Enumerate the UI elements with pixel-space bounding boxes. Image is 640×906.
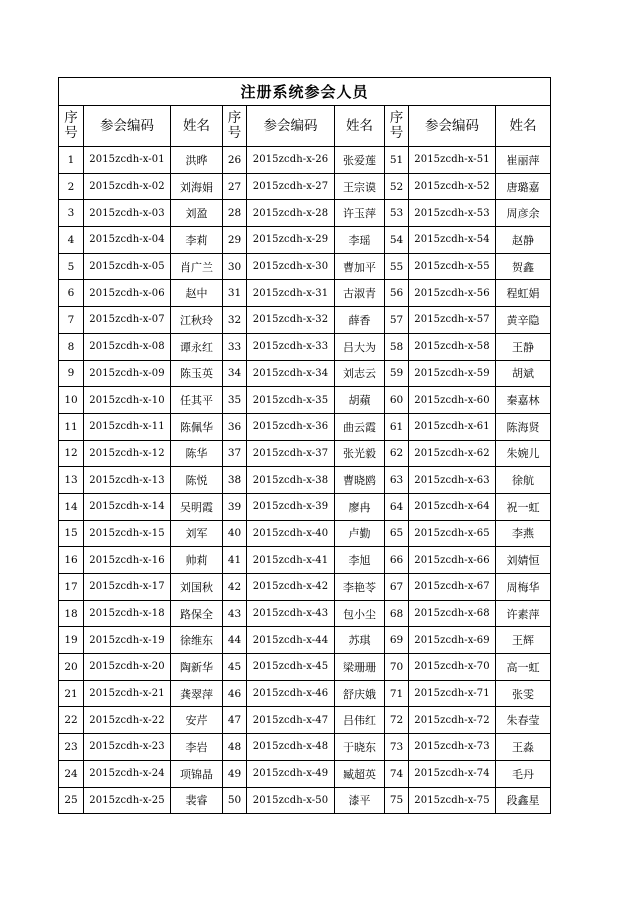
name-cell: 程虹娟 bbox=[496, 280, 551, 307]
name-cell: 刘国秋 bbox=[171, 574, 223, 601]
table-row bbox=[59, 200, 551, 227]
seq-cell: 54 bbox=[385, 227, 409, 254]
seq-cell: 38 bbox=[223, 467, 247, 494]
name-cell: 陈玉英 bbox=[171, 360, 223, 387]
table-row bbox=[59, 654, 551, 681]
code-cell: 2015zcdh-x-73 bbox=[409, 734, 496, 761]
name-cell: 许玉萍 bbox=[335, 200, 385, 227]
name-cell: 张光毅 bbox=[335, 440, 385, 467]
name-cell: 李瑶 bbox=[335, 227, 385, 254]
name-cell: 张雯 bbox=[496, 680, 551, 707]
name-cell: 龚翠萍 bbox=[171, 680, 223, 707]
seq-cell: 71 bbox=[385, 680, 409, 707]
name-header: 姓名 bbox=[171, 106, 223, 147]
name-cell: 于晓东 bbox=[335, 734, 385, 761]
code-cell: 2015zcdh-x-70 bbox=[409, 654, 496, 681]
name-cell: 梁珊珊 bbox=[335, 654, 385, 681]
seq-cell: 60 bbox=[385, 387, 409, 414]
seq-cell: 42 bbox=[223, 574, 247, 601]
name-cell: 陈海贤 bbox=[496, 413, 551, 440]
name-cell: 曲云霞 bbox=[335, 413, 385, 440]
name-cell: 祝一虹 bbox=[496, 493, 551, 520]
code-cell: 2015zcdh-x-11 bbox=[84, 413, 171, 440]
name-cell: 李燕 bbox=[496, 520, 551, 547]
name-cell: 舒庆娥 bbox=[335, 680, 385, 707]
seq-cell: 62 bbox=[385, 440, 409, 467]
code-cell: 2015zcdh-x-04 bbox=[84, 227, 171, 254]
table-row bbox=[59, 520, 551, 547]
code-cell: 2015zcdh-x-24 bbox=[84, 760, 171, 787]
code-cell: 2015zcdh-x-68 bbox=[409, 600, 496, 627]
name-cell: 王宗谟 bbox=[335, 173, 385, 200]
table-row bbox=[59, 387, 551, 414]
table-row bbox=[59, 493, 551, 520]
seq-cell: 7 bbox=[59, 307, 84, 334]
code-cell: 2015zcdh-x-48 bbox=[247, 734, 335, 761]
code-cell: 2015zcdh-x-32 bbox=[247, 307, 335, 334]
name-cell: 曹加平 bbox=[335, 253, 385, 280]
seq-cell: 29 bbox=[223, 227, 247, 254]
code-cell: 2015zcdh-x-30 bbox=[247, 253, 335, 280]
name-cell: 黄辛隐 bbox=[496, 307, 551, 334]
seq-cell: 19 bbox=[59, 627, 84, 654]
seq-cell: 45 bbox=[223, 654, 247, 681]
code-cell: 2015zcdh-x-40 bbox=[247, 520, 335, 547]
seq-cell: 32 bbox=[223, 307, 247, 334]
seq-cell: 39 bbox=[223, 493, 247, 520]
name-cell: 裴睿 bbox=[171, 787, 223, 814]
seq-cell: 50 bbox=[223, 787, 247, 814]
code-header: 参会编码 bbox=[409, 106, 496, 147]
code-cell: 2015zcdh-x-55 bbox=[409, 253, 496, 280]
seq-cell: 44 bbox=[223, 627, 247, 654]
seq-cell: 31 bbox=[223, 280, 247, 307]
name-cell: 江秋玲 bbox=[171, 307, 223, 334]
seq-cell: 61 bbox=[385, 413, 409, 440]
seq-cell: 11 bbox=[59, 413, 84, 440]
seq-cell: 59 bbox=[385, 360, 409, 387]
name-cell: 王辉 bbox=[496, 627, 551, 654]
name-cell: 赵静 bbox=[496, 227, 551, 254]
seq-cell: 65 bbox=[385, 520, 409, 547]
name-cell: 崔丽萍 bbox=[496, 147, 551, 174]
seq-cell: 48 bbox=[223, 734, 247, 761]
seq-cell: 8 bbox=[59, 333, 84, 360]
name-cell: 路保全 bbox=[171, 600, 223, 627]
name-cell: 周彦余 bbox=[496, 200, 551, 227]
code-cell: 2015zcdh-x-74 bbox=[409, 760, 496, 787]
code-cell: 2015zcdh-x-62 bbox=[409, 440, 496, 467]
seq-cell: 66 bbox=[385, 547, 409, 574]
code-cell: 2015zcdh-x-05 bbox=[84, 253, 171, 280]
name-cell: 陈佩华 bbox=[171, 413, 223, 440]
seq-cell: 1 bbox=[59, 147, 84, 174]
seq-cell: 43 bbox=[223, 600, 247, 627]
name-cell: 吴明霞 bbox=[171, 493, 223, 520]
seq-cell: 73 bbox=[385, 734, 409, 761]
seq-cell: 23 bbox=[59, 734, 84, 761]
header-row bbox=[59, 106, 551, 147]
name-cell: 陶新华 bbox=[171, 654, 223, 681]
table-row bbox=[59, 760, 551, 787]
seq-cell: 13 bbox=[59, 467, 84, 494]
seq-cell: 47 bbox=[223, 707, 247, 734]
code-cell: 2015zcdh-x-42 bbox=[247, 574, 335, 601]
seq-cell: 14 bbox=[59, 493, 84, 520]
seq-cell: 49 bbox=[223, 760, 247, 787]
seq-cell: 20 bbox=[59, 654, 84, 681]
name-cell: 洪晔 bbox=[171, 147, 223, 174]
seq-cell: 9 bbox=[59, 360, 84, 387]
name-cell: 吕伟红 bbox=[335, 707, 385, 734]
table-row bbox=[59, 707, 551, 734]
name-header: 姓名 bbox=[335, 106, 385, 147]
name-cell: 刘婧恒 bbox=[496, 547, 551, 574]
seq-cell: 15 bbox=[59, 520, 84, 547]
table-row bbox=[59, 147, 551, 174]
seq-cell: 46 bbox=[223, 680, 247, 707]
seq-cell: 40 bbox=[223, 520, 247, 547]
code-cell: 2015zcdh-x-46 bbox=[247, 680, 335, 707]
seq-cell: 4 bbox=[59, 227, 84, 254]
code-header: 参会编码 bbox=[247, 106, 335, 147]
table-row bbox=[59, 333, 551, 360]
name-cell: 段鑫星 bbox=[496, 787, 551, 814]
name-cell: 廖冉 bbox=[335, 493, 385, 520]
attendee-sheet bbox=[58, 77, 550, 814]
table-row bbox=[59, 173, 551, 200]
name-cell: 卢勤 bbox=[335, 520, 385, 547]
seq-cell: 12 bbox=[59, 440, 84, 467]
code-cell: 2015zcdh-x-53 bbox=[409, 200, 496, 227]
name-cell: 毛丹 bbox=[496, 760, 551, 787]
code-cell: 2015zcdh-x-34 bbox=[247, 360, 335, 387]
table-row bbox=[59, 600, 551, 627]
code-cell: 2015zcdh-x-63 bbox=[409, 467, 496, 494]
code-cell: 2015zcdh-x-57 bbox=[409, 307, 496, 334]
table-row bbox=[59, 307, 551, 334]
code-cell: 2015zcdh-x-64 bbox=[409, 493, 496, 520]
code-cell: 2015zcdh-x-52 bbox=[409, 173, 496, 200]
seq-cell: 74 bbox=[385, 760, 409, 787]
code-cell: 2015zcdh-x-72 bbox=[409, 707, 496, 734]
name-cell: 苏琪 bbox=[335, 627, 385, 654]
name-cell: 古淑青 bbox=[335, 280, 385, 307]
code-cell: 2015zcdh-x-17 bbox=[84, 574, 171, 601]
seq-cell: 64 bbox=[385, 493, 409, 520]
name-cell: 李艳苓 bbox=[335, 574, 385, 601]
code-cell: 2015zcdh-x-02 bbox=[84, 173, 171, 200]
seq-cell: 67 bbox=[385, 574, 409, 601]
seq-cell: 18 bbox=[59, 600, 84, 627]
name-cell: 漆平 bbox=[335, 787, 385, 814]
name-cell: 刘军 bbox=[171, 520, 223, 547]
name-cell: 朱春莹 bbox=[496, 707, 551, 734]
name-cell: 谭永红 bbox=[171, 333, 223, 360]
code-cell: 2015zcdh-x-41 bbox=[247, 547, 335, 574]
code-cell: 2015zcdh-x-13 bbox=[84, 467, 171, 494]
table-row bbox=[59, 280, 551, 307]
seq-cell: 69 bbox=[385, 627, 409, 654]
seq-cell: 53 bbox=[385, 200, 409, 227]
name-cell: 胡蘋 bbox=[335, 387, 385, 414]
code-cell: 2015zcdh-x-07 bbox=[84, 307, 171, 334]
code-cell: 2015zcdh-x-47 bbox=[247, 707, 335, 734]
code-cell: 2015zcdh-x-15 bbox=[84, 520, 171, 547]
code-cell: 2015zcdh-x-38 bbox=[247, 467, 335, 494]
code-cell: 2015zcdh-x-67 bbox=[409, 574, 496, 601]
seq-cell: 34 bbox=[223, 360, 247, 387]
name-cell: 赵中 bbox=[171, 280, 223, 307]
table-row bbox=[59, 227, 551, 254]
code-cell: 2015zcdh-x-44 bbox=[247, 627, 335, 654]
code-cell: 2015zcdh-x-45 bbox=[247, 654, 335, 681]
code-cell: 2015zcdh-x-56 bbox=[409, 280, 496, 307]
seq-header: 序号 bbox=[385, 106, 409, 147]
seq-cell: 41 bbox=[223, 547, 247, 574]
name-cell: 张爱莲 bbox=[335, 147, 385, 174]
code-cell: 2015zcdh-x-65 bbox=[409, 520, 496, 547]
code-cell: 2015zcdh-x-33 bbox=[247, 333, 335, 360]
name-cell: 徐航 bbox=[496, 467, 551, 494]
table-row bbox=[59, 627, 551, 654]
code-cell: 2015zcdh-x-23 bbox=[84, 734, 171, 761]
code-cell: 2015zcdh-x-21 bbox=[84, 680, 171, 707]
code-cell: 2015zcdh-x-22 bbox=[84, 707, 171, 734]
code-cell: 2015zcdh-x-66 bbox=[409, 547, 496, 574]
name-cell: 李岩 bbox=[171, 734, 223, 761]
table-row bbox=[59, 467, 551, 494]
table-row bbox=[59, 360, 551, 387]
name-cell: 薛香 bbox=[335, 307, 385, 334]
seq-cell: 3 bbox=[59, 200, 84, 227]
table-row bbox=[59, 253, 551, 280]
name-cell: 王淼 bbox=[496, 734, 551, 761]
code-cell: 2015zcdh-x-16 bbox=[84, 547, 171, 574]
name-cell: 高一虹 bbox=[496, 654, 551, 681]
name-cell: 朱婉儿 bbox=[496, 440, 551, 467]
code-cell: 2015zcdh-x-06 bbox=[84, 280, 171, 307]
seq-cell: 63 bbox=[385, 467, 409, 494]
name-cell: 唐璐嘉 bbox=[496, 173, 551, 200]
name-cell: 陈华 bbox=[171, 440, 223, 467]
name-cell: 许素萍 bbox=[496, 600, 551, 627]
seq-cell: 51 bbox=[385, 147, 409, 174]
code-cell: 2015zcdh-x-09 bbox=[84, 360, 171, 387]
code-cell: 2015zcdh-x-20 bbox=[84, 654, 171, 681]
name-cell: 周梅华 bbox=[496, 574, 551, 601]
seq-cell: 21 bbox=[59, 680, 84, 707]
attendee-table bbox=[58, 77, 551, 814]
code-cell: 2015zcdh-x-03 bbox=[84, 200, 171, 227]
name-cell: 刘海娟 bbox=[171, 173, 223, 200]
seq-cell: 56 bbox=[385, 280, 409, 307]
name-cell: 秦嘉林 bbox=[496, 387, 551, 414]
name-cell: 项锦晶 bbox=[171, 760, 223, 787]
seq-cell: 70 bbox=[385, 654, 409, 681]
name-cell: 李旭 bbox=[335, 547, 385, 574]
table-row bbox=[59, 787, 551, 814]
name-cell: 陈悦 bbox=[171, 467, 223, 494]
table-row bbox=[59, 413, 551, 440]
code-cell: 2015zcdh-x-27 bbox=[247, 173, 335, 200]
seq-cell: 58 bbox=[385, 333, 409, 360]
code-cell: 2015zcdh-x-50 bbox=[247, 787, 335, 814]
name-cell: 曹晓鸥 bbox=[335, 467, 385, 494]
name-cell: 李莉 bbox=[171, 227, 223, 254]
seq-cell: 57 bbox=[385, 307, 409, 334]
seq-cell: 24 bbox=[59, 760, 84, 787]
seq-cell: 26 bbox=[223, 147, 247, 174]
seq-cell: 33 bbox=[223, 333, 247, 360]
code-cell: 2015zcdh-x-39 bbox=[247, 493, 335, 520]
seq-cell: 2 bbox=[59, 173, 84, 200]
name-cell: 刘志云 bbox=[335, 360, 385, 387]
name-cell: 贺鑫 bbox=[496, 253, 551, 280]
table-row bbox=[59, 440, 551, 467]
code-cell: 2015zcdh-x-01 bbox=[84, 147, 171, 174]
table-row bbox=[59, 574, 551, 601]
name-cell: 安芹 bbox=[171, 707, 223, 734]
seq-cell: 37 bbox=[223, 440, 247, 467]
code-cell: 2015zcdh-x-10 bbox=[84, 387, 171, 414]
code-cell: 2015zcdh-x-08 bbox=[84, 333, 171, 360]
name-header: 姓名 bbox=[496, 106, 551, 147]
name-cell: 包小尘 bbox=[335, 600, 385, 627]
name-cell: 帅莉 bbox=[171, 547, 223, 574]
code-cell: 2015zcdh-x-58 bbox=[409, 333, 496, 360]
seq-cell: 52 bbox=[385, 173, 409, 200]
table-row bbox=[59, 734, 551, 761]
seq-cell: 16 bbox=[59, 547, 84, 574]
table-title: 注册系统参会人员 bbox=[59, 78, 551, 106]
seq-cell: 6 bbox=[59, 280, 84, 307]
seq-cell: 55 bbox=[385, 253, 409, 280]
seq-cell: 17 bbox=[59, 574, 84, 601]
code-cell: 2015zcdh-x-71 bbox=[409, 680, 496, 707]
seq-cell: 5 bbox=[59, 253, 84, 280]
seq-header: 序号 bbox=[59, 106, 84, 147]
seq-cell: 36 bbox=[223, 413, 247, 440]
name-cell: 王静 bbox=[496, 333, 551, 360]
code-cell: 2015zcdh-x-51 bbox=[409, 147, 496, 174]
code-cell: 2015zcdh-x-59 bbox=[409, 360, 496, 387]
seq-cell: 22 bbox=[59, 707, 84, 734]
name-cell: 刘盈 bbox=[171, 200, 223, 227]
code-cell: 2015zcdh-x-28 bbox=[247, 200, 335, 227]
seq-cell: 27 bbox=[223, 173, 247, 200]
seq-cell: 75 bbox=[385, 787, 409, 814]
code-cell: 2015zcdh-x-49 bbox=[247, 760, 335, 787]
seq-cell: 35 bbox=[223, 387, 247, 414]
code-cell: 2015zcdh-x-26 bbox=[247, 147, 335, 174]
table-row bbox=[59, 680, 551, 707]
code-cell: 2015zcdh-x-25 bbox=[84, 787, 171, 814]
code-cell: 2015zcdh-x-14 bbox=[84, 493, 171, 520]
name-cell: 臧超英 bbox=[335, 760, 385, 787]
code-header: 参会编码 bbox=[84, 106, 171, 147]
code-cell: 2015zcdh-x-60 bbox=[409, 387, 496, 414]
code-cell: 2015zcdh-x-12 bbox=[84, 440, 171, 467]
name-cell: 任其平 bbox=[171, 387, 223, 414]
seq-header: 序号 bbox=[223, 106, 247, 147]
code-cell: 2015zcdh-x-31 bbox=[247, 280, 335, 307]
name-cell: 肖广兰 bbox=[171, 253, 223, 280]
seq-cell: 72 bbox=[385, 707, 409, 734]
table-row bbox=[59, 547, 551, 574]
code-cell: 2015zcdh-x-29 bbox=[247, 227, 335, 254]
code-cell: 2015zcdh-x-35 bbox=[247, 387, 335, 414]
seq-cell: 30 bbox=[223, 253, 247, 280]
code-cell: 2015zcdh-x-43 bbox=[247, 600, 335, 627]
code-cell: 2015zcdh-x-61 bbox=[409, 413, 496, 440]
name-cell: 徐维东 bbox=[171, 627, 223, 654]
seq-cell: 25 bbox=[59, 787, 84, 814]
code-cell: 2015zcdh-x-36 bbox=[247, 413, 335, 440]
code-cell: 2015zcdh-x-18 bbox=[84, 600, 171, 627]
code-cell: 2015zcdh-x-75 bbox=[409, 787, 496, 814]
code-cell: 2015zcdh-x-54 bbox=[409, 227, 496, 254]
name-cell: 胡斌 bbox=[496, 360, 551, 387]
code-cell: 2015zcdh-x-69 bbox=[409, 627, 496, 654]
code-cell: 2015zcdh-x-19 bbox=[84, 627, 171, 654]
table-body bbox=[59, 147, 551, 814]
name-cell: 吕大为 bbox=[335, 333, 385, 360]
code-cell: 2015zcdh-x-37 bbox=[247, 440, 335, 467]
seq-cell: 10 bbox=[59, 387, 84, 414]
seq-cell: 68 bbox=[385, 600, 409, 627]
seq-cell: 28 bbox=[223, 200, 247, 227]
